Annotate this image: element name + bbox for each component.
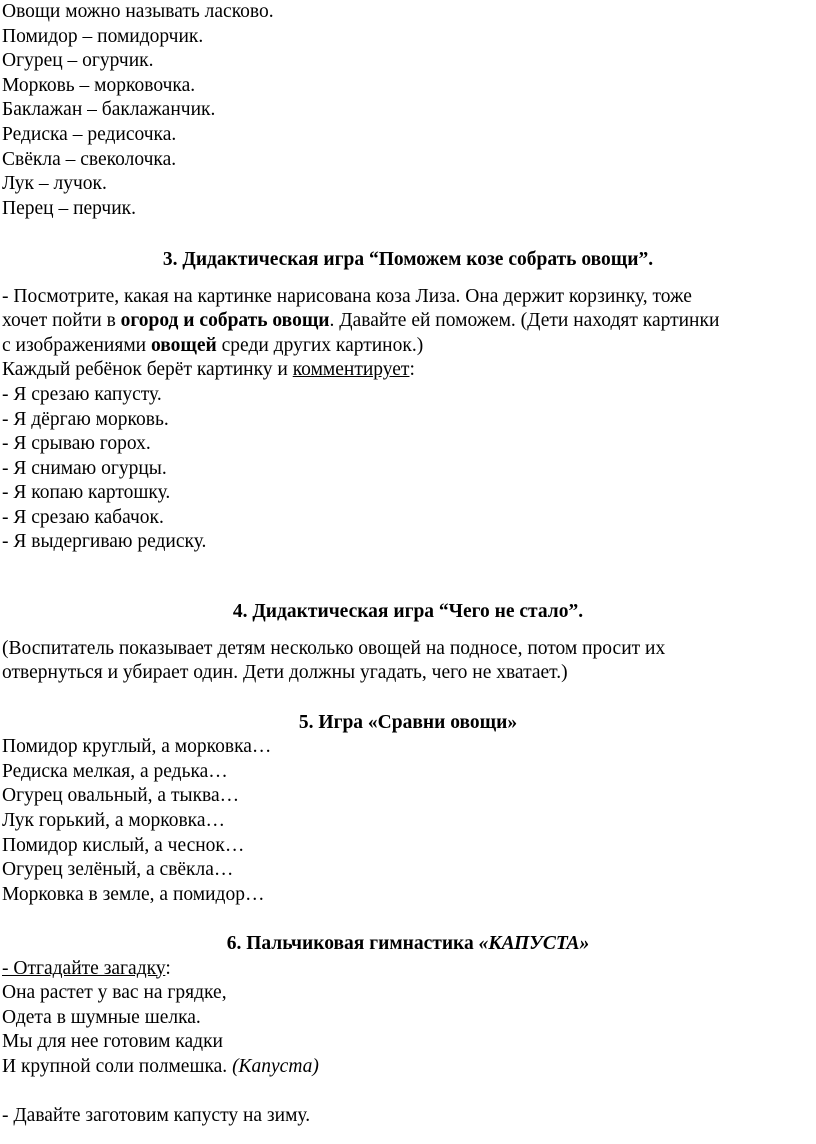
intro-line: Огурец – огурчик. <box>2 50 154 72</box>
section4-heading: 4. Дидактическая игра “Чего не стало”. <box>232 601 584 623</box>
section3-heading: 3. Дидактическая игра “Поможем козе собрать овощи”. <box>162 248 654 270</box>
intro-line: Овощи можно называть ласково. <box>2 1 274 22</box>
section6-heading <box>2 932 814 957</box>
section6-verse-line: Мы для нее готовим кадки <box>2 1031 223 1053</box>
section3-bold-text: овощей <box>151 334 217 356</box>
section6-body <box>2 957 814 1129</box>
section3-list-item: - Я копаю картошку. <box>2 482 171 504</box>
section5-list-item: Помидор круглый, а морковка… <box>2 736 272 758</box>
section5-list-item: Морковка в земле, а помидор… <box>2 883 265 905</box>
section3-para-text: с изображениями <box>2 334 151 356</box>
intro-line: Свёкла – свеколочка. <box>2 148 177 170</box>
section6-verse-line: Одета в шумные шелка. <box>2 1006 201 1028</box>
intro-line: Редиска – редисочка. <box>2 123 177 145</box>
section5-list-item: Огурец овальный, а тыква… <box>2 785 240 807</box>
section6-heading-italic: «КАПУСТА» <box>478 932 590 954</box>
section3-list-item: - Я снимаю огурцы. <box>2 457 167 479</box>
section6-heading-text: 6. Пальчиковая гимнастика <box>226 932 479 954</box>
section6-answer-italic: (Капуста) <box>232 1055 319 1077</box>
section6-riddle-colon: : <box>165 957 171 979</box>
section3-para-text: среди других картинок.) <box>216 334 424 356</box>
section6-riddle-prompt <box>2 957 814 982</box>
section3-list-item: - Я выдергиваю редиску. <box>2 531 207 553</box>
section5-list-item: Редиска мелкая, а редька… <box>2 760 228 782</box>
section6-verse-line <box>2 1055 814 1080</box>
intro-line: Помидор – помидорчик. <box>2 25 204 47</box>
section3-para-text: Каждый ребёнок берёт картинку и <box>2 359 293 381</box>
section5-body <box>2 735 814 907</box>
section3-list-item: - Я дёргаю морковь. <box>2 408 169 430</box>
section3-list-item: - Я срываю горох. <box>2 433 151 455</box>
section6-riddle-underlined: - Отгадайте загадку <box>2 957 166 979</box>
section3-each-child-line <box>2 358 814 383</box>
section5-list-item: Лук горький, а морковка… <box>2 810 225 831</box>
section3-para-line <box>2 285 814 310</box>
section6-verse-line: Она растет у вас на грядке, <box>2 982 227 1004</box>
section3-list-item: - Я срезаю кабачок. <box>2 506 164 528</box>
intro-line: Баклажан – баклажанчик. <box>2 99 216 121</box>
section3-bold-text: огород и собрать овощи <box>120 310 330 332</box>
section3-body <box>2 285 814 556</box>
section4-body <box>2 637 814 686</box>
section4-line: (Воспитатель показывает детям несколько овощей на подносе, потом просит их <box>2 637 666 659</box>
section3-para-line <box>2 309 814 334</box>
section5-heading: 5. Игра «Сравни овощи» <box>298 711 518 733</box>
section3-para-text: : <box>409 359 415 381</box>
section4-line: отвернуться и убирает один. Дети должны угадать, чего не хватает.) <box>2 662 568 684</box>
section6-verse-text: И крупной соли полмешка. <box>2 1055 233 1077</box>
section6-closing-line: - Давайте заготовим капусту на зиму. <box>2 1105 311 1127</box>
section5-list-item: Помидор кислый, а чеснок… <box>2 834 245 856</box>
section3-para-line <box>2 334 814 359</box>
intro-line: Перец – перчик. <box>2 197 137 219</box>
section3-underlined-text: комментирует <box>292 359 410 381</box>
intro-block <box>2 0 814 221</box>
section3-para-text: хочет пойти в <box>2 310 121 332</box>
section5-list-item: Огурец зелёный, а свёкла… <box>2 859 234 881</box>
section3-para-text: . Давайте ей поможем. (Дети находят картинки <box>329 310 720 332</box>
intro-line: Морковь – морковочка. <box>2 74 196 96</box>
section3-list-item: - Я срезаю капусту. <box>2 383 162 405</box>
section3-para-text: - Посмотрите, какая на картинке нарисована коза Лиза. Она держит корзинку, тоже <box>2 285 692 307</box>
document-page <box>2 0 814 1129</box>
intro-line: Лук – лучок. <box>2 173 107 195</box>
